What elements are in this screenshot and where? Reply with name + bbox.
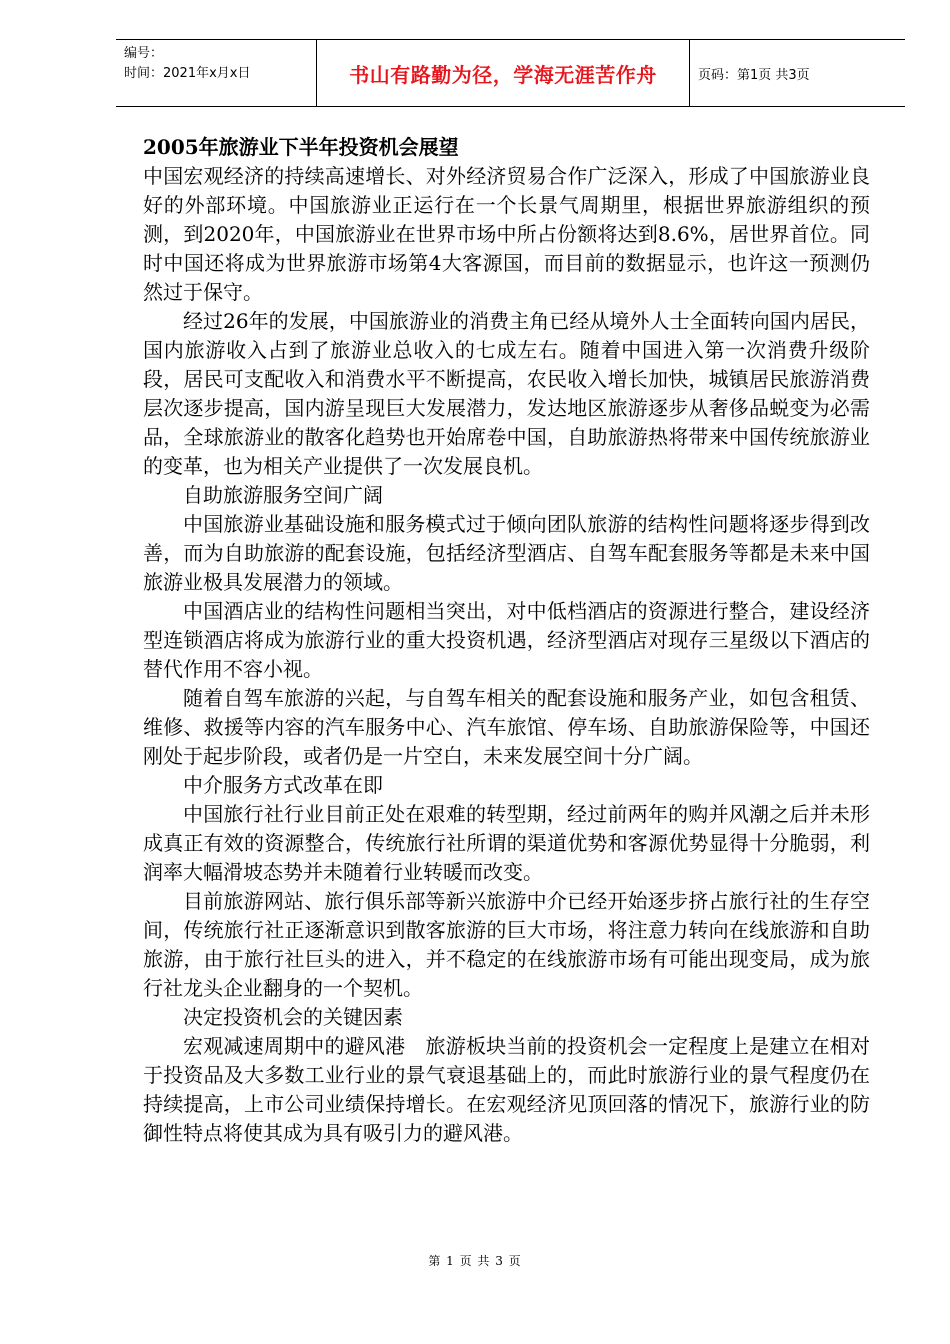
number-label: 编号： (124, 46, 164, 61)
document-body (143, 133, 870, 1148)
time-label: 时间：2021年x月x日 (124, 66, 251, 81)
header-page-label: 页码：第1页 共3页 (698, 67, 810, 83)
paragraph: 目前旅游网站、旅行俱乐部等新兴旅游中介已经开始逐步挤占旅行社的生存空间，传统旅行社正逐渐意识到散客旅游的巨大市场，将注意力转向在线旅游和自助旅游，由于旅行社巨头的进入，并不稳定的在线旅游市场有可能出现变局，成为旅行社龙头企业翻身的一个契机。 (143, 889, 870, 1000)
page-header (116, 39, 905, 107)
paragraph: 随着自驾车旅游的兴起，与自驾车相关的配套设施和服务产业，如包含租赁、维修、救援等内容的汽车服务中心、汽车旅馆、停车场、自助旅游保险等，中国还刚处于起步阶段，或者仍是一片空白，未来发展空间十分广阔。 (143, 686, 870, 768)
document-title: 2005年旅游业下半年投资机会展望 (143, 135, 459, 159)
header-motto: 书山有路勤为径，学海无涯苦作舟 (317, 40, 690, 106)
paragraph: 经过26年的发展，中国旅游业的消费主角已经从境外人士全面转向国内居民，国内旅游收入占到了旅游业总收入的七成左右。随着中国进入第一次消费升级阶段，居民可支配收入和消费水平不断提高，农民收入增长加快，城镇居民旅游消费层次逐步提高，国内游呈现巨大发展潜力，发达地区旅游逐步从奢侈品蜕变为必需品，全球旅游业的散客化趋势也开始席卷中国，自助旅游热将带来中国传统旅游业的变革，也为相关产业提供了一次发展良机。 (143, 309, 870, 478)
section-heading: 中介服务方式改革在即 (183, 773, 383, 797)
header-meta-cell (116, 40, 317, 106)
paragraph: 中国旅游业基础设施和服务模式过于倾向团队旅游的结构性问题将逐步得到改善，而为自助旅游的配套设施，包括经济型酒店、自驾车配套服务等都是未来中国旅游业极具发展潜力的领域。 (143, 512, 870, 594)
section-heading: 决定投资机会的关键因素 (183, 1005, 403, 1029)
section-heading: 自助旅游服务空间广阔 (183, 483, 383, 507)
paragraph: 中国旅行社行业目前正处在艰难的转型期，经过前两年的购并风潮之后并未形成真正有效的资源整合，传统旅行社所谓的渠道优势和客源优势显得十分脆弱，利润率大幅滑坡态势并未随着行业转暖而改变。 (143, 802, 870, 884)
paragraph-intro: 中国宏观经济的持续高速增长、对外经济贸易合作广泛深入，形成了中国旅游业良好的外部环境。中国旅游业正运行在一个长景气周期里，根据世界旅游组织的预测，到2020年，中国旅游业在世界市场中所占份额将达到8.6%，居世界首位。同时中国还将成为世界旅游市场第4大客源国，而目前的数据显示，也许这一预测仍然过于保守。 (143, 164, 870, 304)
paragraph: 宏观减速周期中的避风港 旅游板块当前的投资机会一定程度上是建立在相对于投资品及大多数工业行业的景气衰退基础上的，而此时旅游行业的景气程度仍在持续提高，上市公司业绩保持增长。在宏观经济见顶回落的情况下，旅游行业的防御性特点将使其成为具有吸引力的避风港。 (143, 1034, 870, 1145)
paragraph: 中国酒店业的结构性问题相当突出，对中低档酒店的资源进行整合，建设经济型连锁酒店将成为旅游行业的重大投资机遇，经济型酒店对现存三星级以下酒店的替代作用不容小视。 (143, 599, 870, 681)
page-footer: 第 1 页 共 3 页 (428, 1254, 522, 1268)
